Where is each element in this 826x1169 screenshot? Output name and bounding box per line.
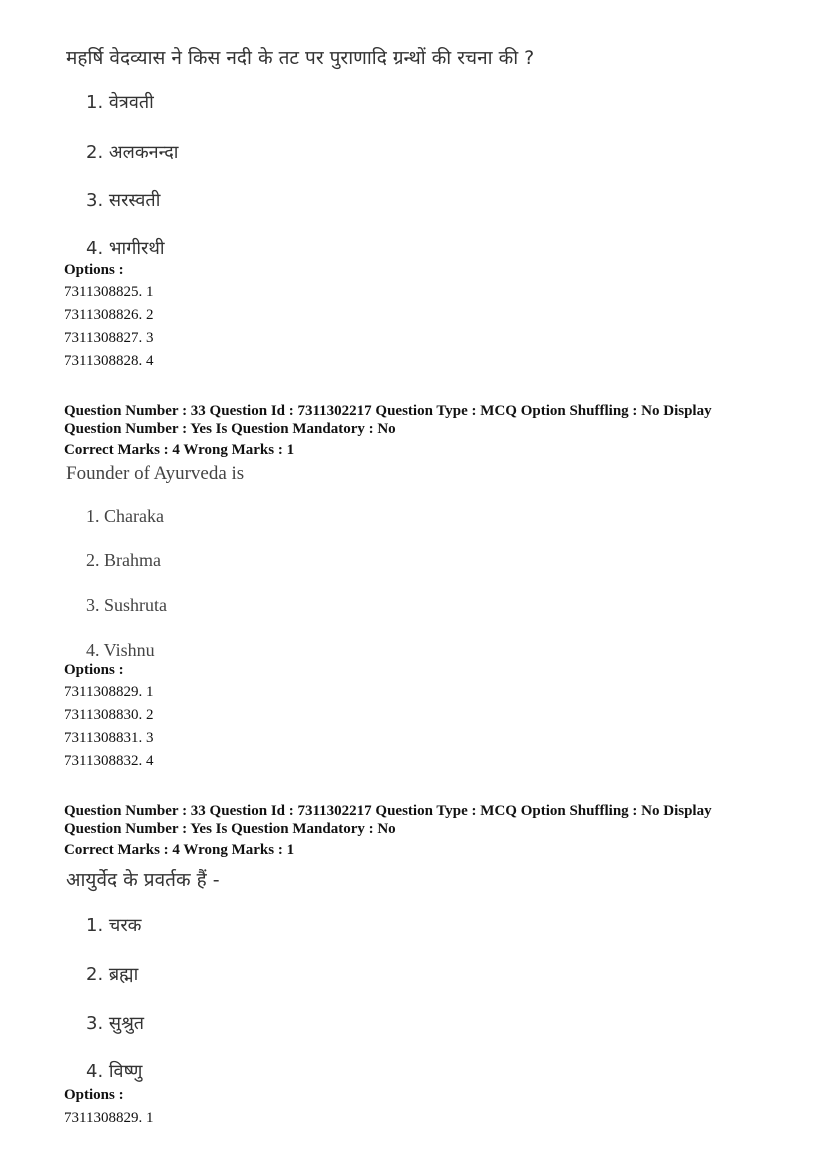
marks-line: Correct Marks : 4 Wrong Marks : 1 [64,842,295,858]
options-label: Options : [64,262,124,278]
options-label: Options : [64,662,124,678]
option-id-row: 7311308829. 1 [64,684,154,700]
choice-4: 4. भागीरथी [86,238,165,259]
option-id-row: 7311308831. 3 [64,730,154,746]
option-id-row: 7311308829. 1 [64,1110,154,1126]
option-id-row: 7311308827. 3 [64,330,154,346]
choice-3: 3. सरस्वती [86,190,161,211]
question-meta-line-1: Question Number : 33 Question Id : 7311302217 Question Type : MCQ Option Shuffling : No Display [64,803,712,819]
question-meta-line-2: Question Number : Yes Is Question Mandatory : No [64,821,396,837]
options-label: Options : [64,1087,124,1103]
choice-1: 1. वेत्रवती [86,92,154,113]
choice-1: 1. Charaka [86,506,164,526]
choice-4: 4. Vishnu [86,640,155,660]
choice-2: 2. अलकनन्दा [86,142,179,163]
option-id-row: 7311308826. 2 [64,307,154,323]
choice-3: 3. Sushruta [86,595,167,615]
choice-2: 2. Brahma [86,550,161,570]
option-id-row: 7311308830. 2 [64,707,154,723]
option-id-row: 7311308832. 4 [64,753,154,769]
choice-4: 4. विष्णु [86,1061,143,1082]
question-text-hindi: आयुर्वेद के प्रवर्तक हैं - [66,869,220,891]
question-text-english: Founder of Ayurveda is [66,463,245,484]
question-meta-line-2: Question Number : Yes Is Question Mandatory : No [64,421,396,437]
option-id-row: 7311308825. 1 [64,284,154,300]
choice-1: 1. चरक [86,915,142,936]
option-id-row: 7311308828. 4 [64,353,154,369]
choice-3: 3. सुश्रुत [86,1013,145,1034]
choice-2: 2. ब्रह्मा [86,964,139,985]
question-text-hindi: महर्षि वेदव्यास ने किस नदी के तट पर पुराणादि ग्रन्थों की रचना की ? [66,47,535,69]
question-meta-line-1: Question Number : 33 Question Id : 7311302217 Question Type : MCQ Option Shuffling : No Display [64,403,712,419]
marks-line: Correct Marks : 4 Wrong Marks : 1 [64,442,295,458]
